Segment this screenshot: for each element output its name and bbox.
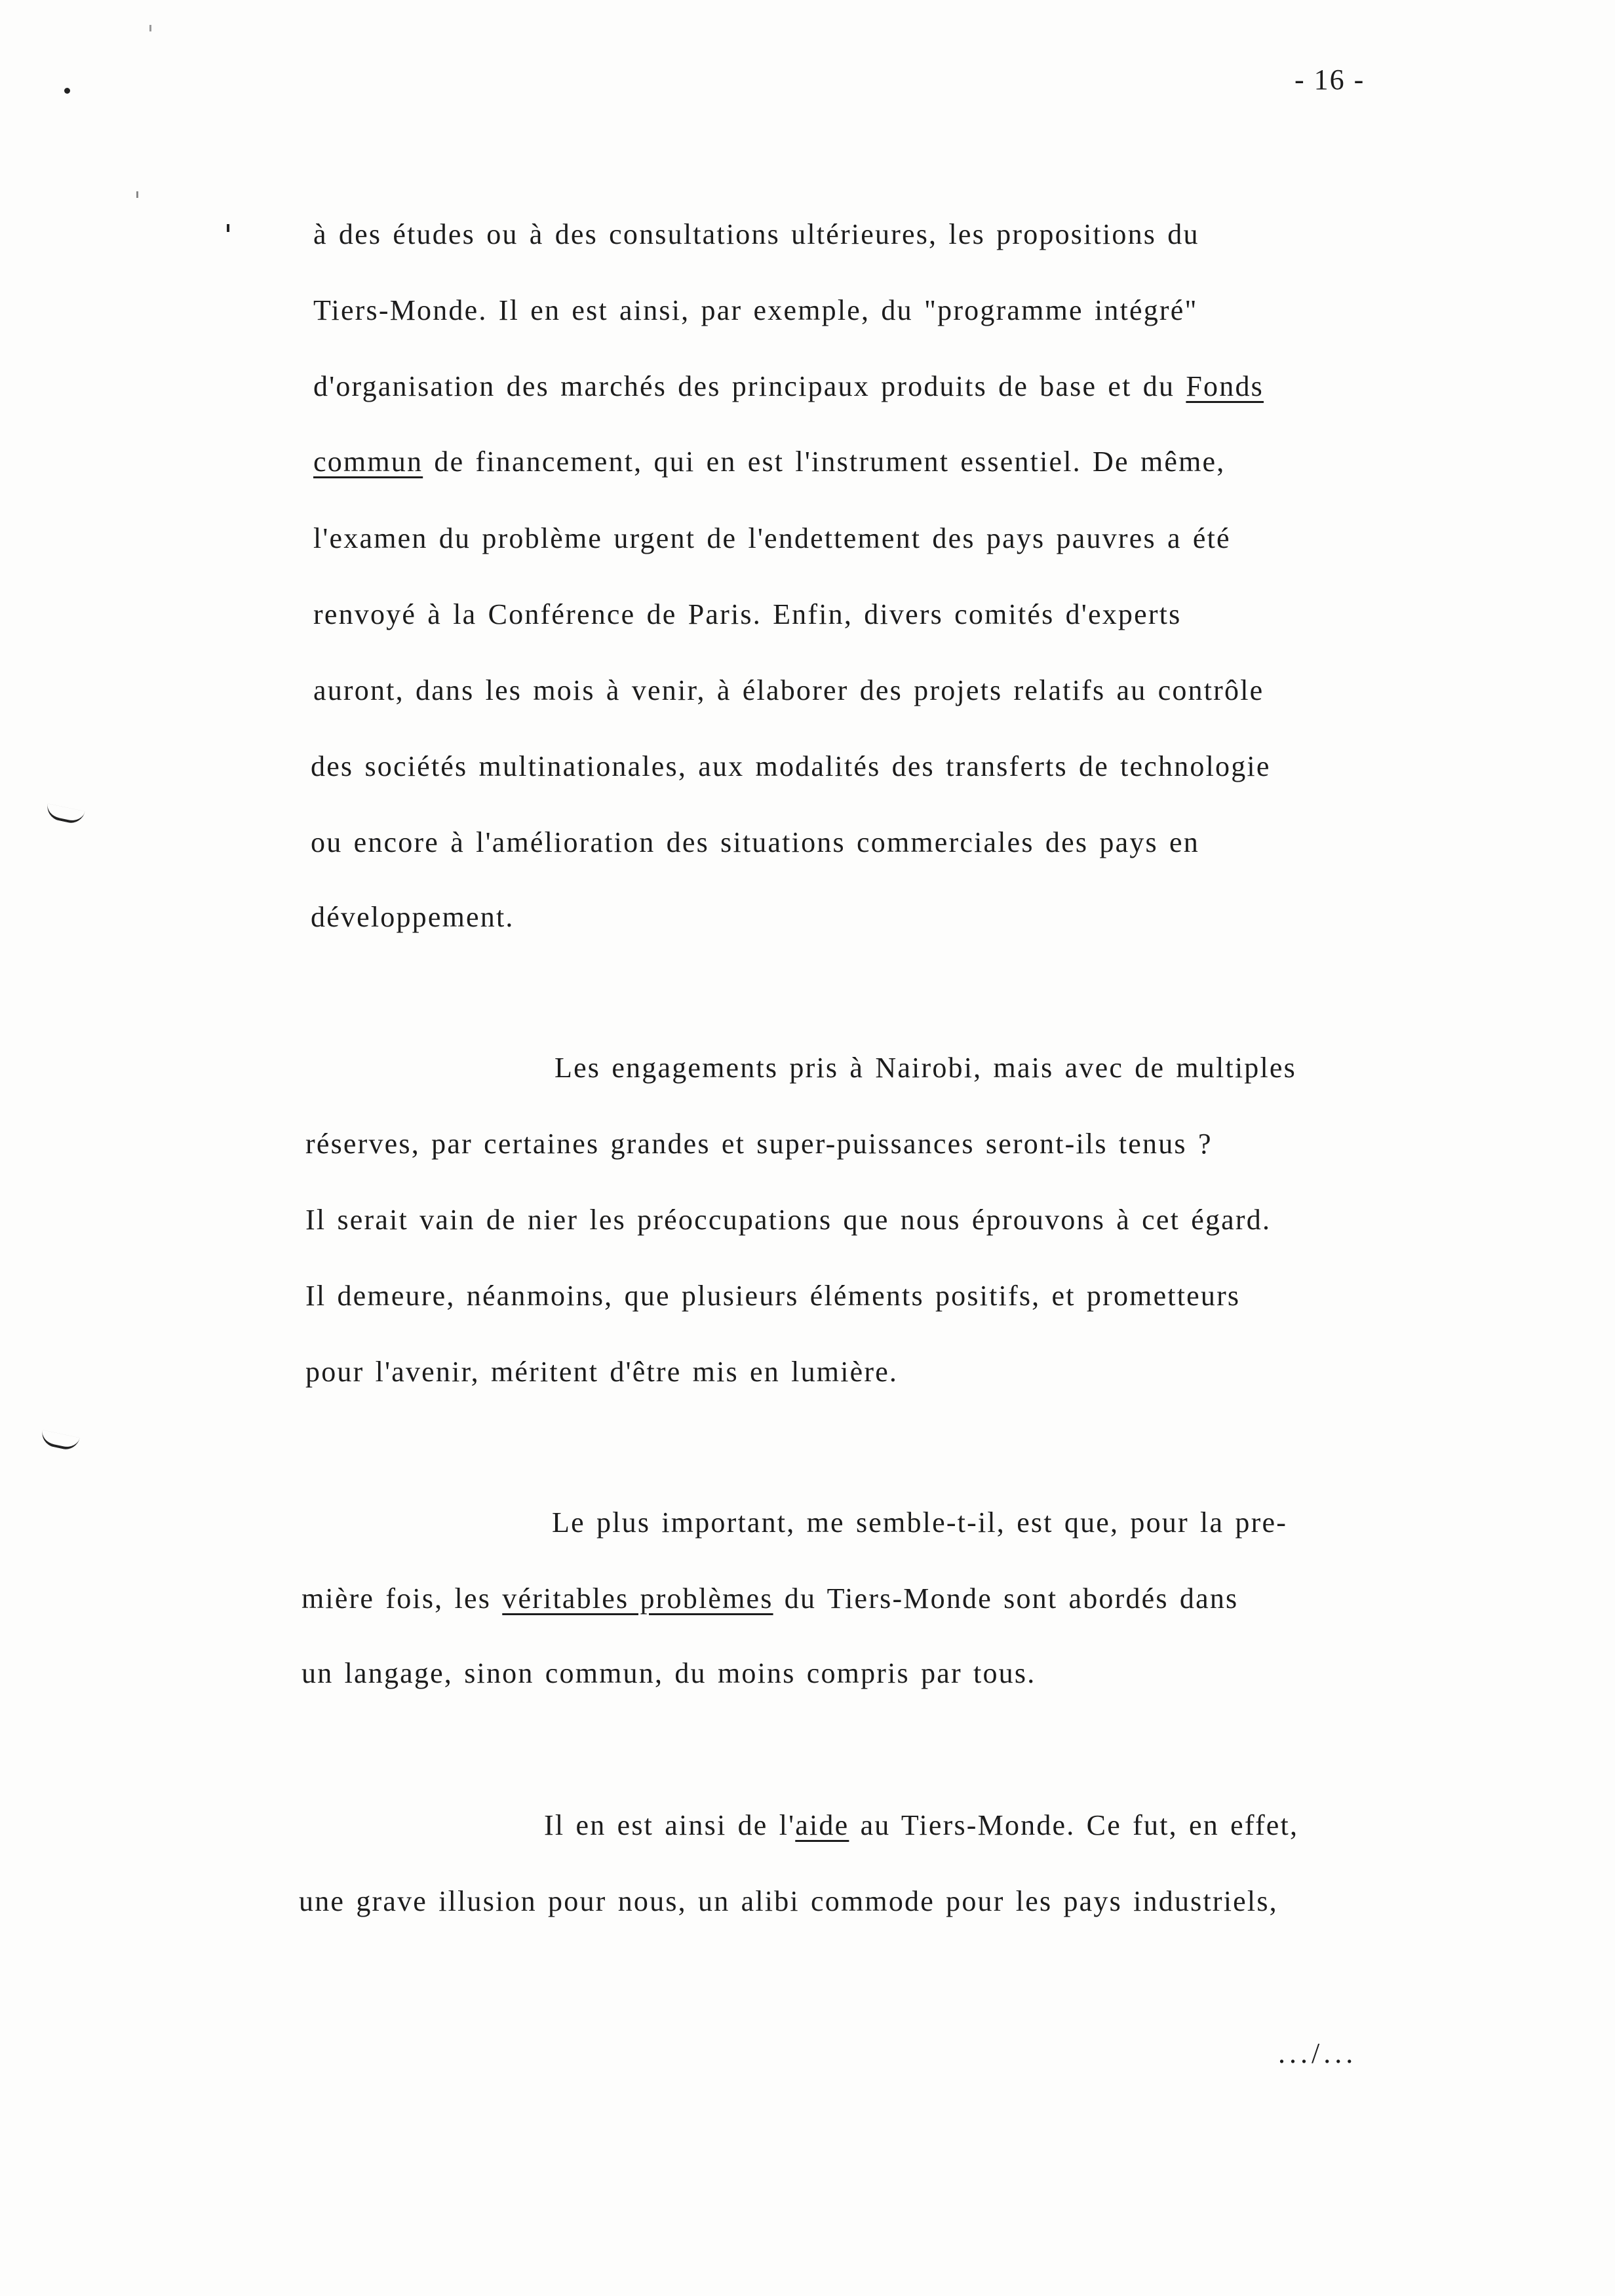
paragraph-1-line-5: l'examen du problème urgent de l'endettement des pays pauvres a été [313,522,1231,554]
paragraph-1-line-9: ou encore à l'amélioration des situations commerciales des pays en [311,826,1199,858]
paragraph-1-line-4 [313,442,1225,482]
paragraph-4-line-1-rest: au Tiers-Monde. Ce fut, en effet, [849,1809,1299,1841]
paragraph-2-line-1: Les engagements pris à Nairobi, mais avec de multiples [555,1052,1296,1084]
paragraph-1-line-4-text: de financement, qui en est l'instrument essentiel. De même, [423,446,1226,478]
margin-tick [227,224,229,232]
underlined-fonds: Fonds [1186,370,1264,402]
paragraph-3-line-2 [302,1579,1238,1618]
paragraph-1-line-10: développement. [311,901,515,933]
paragraph-1-line-8: des sociétés multinationales, aux modalités des transferts de technologie [311,750,1271,782]
paragraph-1-line-6: renvoyé à la Conférence de Paris. Enfin, divers comités d'experts [313,598,1182,630]
paragraph-2-line-3: Il serait vain de nier les préoccupations que nous éprouvons à cet égard. [305,1204,1272,1236]
paragraph-1-line-2: Tiers-Monde. Il en est ainsi, par exemple, du "programme intégré" [313,294,1198,326]
continuation-marker: .../... [1278,2037,1357,2069]
paragraph-2-line-5: pour l'avenir, méritent d'être mis en lumière. [305,1356,899,1388]
paragraph-3-line-2-rest: du Tiers-Monde sont abordés dans [773,1582,1239,1615]
margin-dot [64,88,70,94]
page-number: - 16 - [1294,64,1365,96]
paragraph-4-line-1-text: Il en est ainsi de l' [544,1809,796,1841]
paragraph-3-line-2-text: mière fois, les [302,1582,503,1615]
margin-tick [149,25,151,31]
margin-tick [136,191,138,198]
paragraph-4-line-1 [544,1806,1298,1845]
paragraph-1-line-3-text: d'organisation des marchés des principaux produits de base et du [313,370,1186,402]
paragraph-2-line-4: Il demeure, néanmoins, que plusieurs éléments positifs, et prometteurs [305,1280,1241,1312]
underlined-commun: commun [313,446,423,478]
paragraph-4-line-2: une grave illusion pour nous, un alibi commode pour les pays industriels, [299,1885,1278,1917]
paragraph-3-line-1: Le plus important, me semble-t-il, est que, pour la pre- [552,1506,1288,1539]
underlined-aide: aide [795,1809,849,1841]
underlined-veritables-problemes: véritables problèmes [502,1582,773,1615]
paragraph-1-line-3 [313,367,1264,406]
paragraph-2-line-2: réserves, par certaines grandes et super-puissances seront-ils tenus ? [305,1128,1213,1160]
paragraph-1-line-7: auront, dans les mois à venir, à élaborer des projets relatifs au contrôle [313,674,1264,706]
paragraph-3-line-3: un langage, sinon commun, du moins compris par tous. [302,1657,1036,1689]
punch-hole-mark [39,1430,79,1452]
paragraph-1-line-1: à des études ou à des consultations ultérieures, les propositions du [313,218,1199,250]
punch-hole-mark [45,803,85,826]
